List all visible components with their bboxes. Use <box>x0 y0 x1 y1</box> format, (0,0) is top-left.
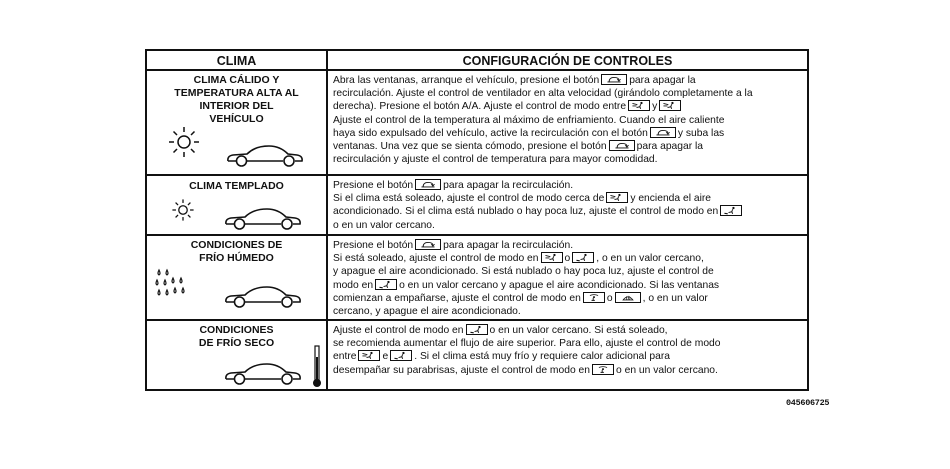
recirculation-button-icon <box>415 239 441 250</box>
row-title: CONDICIONES DE FRÍO HÚMEDO <box>190 239 283 264</box>
recirculation-button-icon <box>609 140 635 151</box>
car-icon <box>223 284 303 308</box>
sun-icon <box>167 125 201 159</box>
row-description: Presione el botón para apagar la recirculación. Si está soleado, ajuste el control de modo en o , o en un valor cercano, y apague el aire acondicionado. Si está nublado o hay poca luz, ajuste el control de modo en o en un valor cercano y apague el aire acondicionado. Si las ventanas comienzan a empañarse, ajuste el control de modo en o , o en un valor cercano, y apague el aire acondicionado. <box>333 240 720 318</box>
table-header <box>147 51 807 71</box>
row-title: CONDICIONES DE FRÍO SECO <box>198 324 275 349</box>
mode-floor-icon <box>572 252 594 263</box>
row-clima-templado <box>147 176 807 236</box>
defrost-button-icon <box>615 292 641 303</box>
mode-floor-icon <box>375 279 397 290</box>
rain-drops-icon <box>155 268 191 304</box>
row-frio-humedo <box>147 236 807 321</box>
header-clima: CLIMA <box>216 54 257 68</box>
recirculation-button-icon <box>415 179 441 190</box>
row-title: CLIMA TEMPLADO <box>189 180 284 192</box>
car-icon <box>223 361 303 385</box>
car-icon <box>223 206 303 230</box>
mode-bilevel-icon <box>606 192 628 203</box>
mode-mix-icon <box>592 364 614 375</box>
car-icon <box>225 143 305 167</box>
mode-mix-icon <box>583 292 605 303</box>
figure-code: 045606725 <box>786 398 830 408</box>
header-configuracion: CONFIGURACIÓN DE CONTROLES <box>462 54 673 68</box>
row-description: Abra las ventanas, arranque el vehículo, presione el botón para apagar la recirculación. Ajuste el control de ventilador en alta velocidad (girándolo completamente a la derecha). Presione el botón A/A. Ajuste el control de modo entre y Ajuste el control de la temperatura al máximo de enfriamiento. Cuando el aire caliente haya sido expulsado del vehículo, active la recirculación con el botón y suba las ventanas. Una vez que se sienta cómodo, presione el botón para apagar la recirculación y ajuste el control de temperatura para mayor comodidad. <box>333 75 753 166</box>
mode-bilevel-icon <box>659 100 681 111</box>
row-clima-calido <box>147 71 807 176</box>
recirculation-button-icon <box>601 74 627 85</box>
recirculation-button-icon <box>650 127 676 138</box>
row-title: CLIMA CÁLIDO Y TEMPERATURA ALTA AL INTERIOR DEL VEHÍCULO <box>174 74 299 125</box>
sun-icon <box>171 198 195 222</box>
mode-panel-icon <box>628 100 650 111</box>
climate-controls-table <box>145 49 809 391</box>
mode-bilevel-icon <box>541 252 563 263</box>
thermometer-icon <box>311 345 323 389</box>
row-description: Presione el botón para apagar la recirculación. Si el clima está soleado, ajuste el control de modo cerca de y encienda el aire acondicionado. Si el clima está nublado o hay poca luz, ajuste el control de modo en o en un valor cercano. <box>333 179 803 232</box>
mode-bilevel-icon <box>358 350 380 361</box>
row-description: Ajuste el control de modo en o en un valor cercano. Si está soleado, se recomienda aumentar el flujo de aire superior. Para ello, ajuste el control de modo entre e . Si el clima está muy frío y requiere calor adicional para desempañar su parabrisas, ajuste el control de modo en o en un valor cercano. <box>333 325 721 376</box>
mode-floor-icon <box>466 324 488 335</box>
mode-floor-icon <box>390 350 412 361</box>
mode-floor-icon <box>720 205 742 216</box>
row-frio-seco <box>147 321 807 389</box>
